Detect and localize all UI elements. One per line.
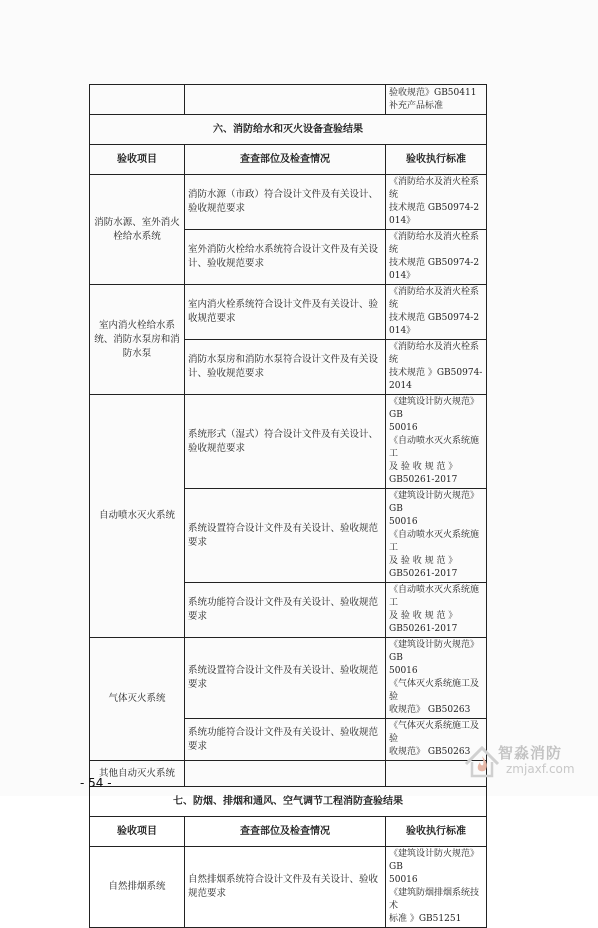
- standard-line: 及 验 收 规 范 》: [389, 556, 458, 566]
- standard-line: 补充产品标准: [389, 100, 444, 111]
- column-header: 查查部位及检查情况: [185, 817, 386, 847]
- standard-cell: [386, 285, 487, 340]
- standard-line: 《气体灭火系统施工及验: [389, 721, 480, 744]
- standard-line: 《消防给水及消火栓系统: [389, 342, 480, 365]
- table-row: [90, 847, 487, 928]
- item-cell: 气体灭火系统: [90, 638, 185, 761]
- table-row: [90, 638, 487, 719]
- item-cell: 自动喷水灭火系统: [90, 395, 185, 638]
- standard-cell: [386, 85, 487, 115]
- flame-house-logo-icon: [462, 742, 502, 782]
- table-row: [90, 285, 487, 340]
- item-cell: 消防水源、室外消火栓给水系统: [90, 175, 185, 285]
- section-title-row: [90, 115, 487, 145]
- check-cell: 系统功能符合设计文件及有关设计、验收规范要求: [185, 719, 386, 761]
- standard-cell: [386, 638, 487, 719]
- standard-line: 50016: [389, 423, 418, 433]
- table-row: [90, 175, 487, 230]
- standard-cell: [386, 175, 487, 230]
- standard-cell: [386, 489, 487, 583]
- standard-line: GB50261-2017: [389, 569, 458, 579]
- check-cell: 消防水泵房和消防水泵符合设计文件及有关设计、验收规范要求: [185, 340, 386, 395]
- standard-line: 《消防给水及消火栓系统: [389, 287, 480, 310]
- standard-line: GB50261-2017: [389, 475, 458, 485]
- check-cell: 系统设置符合设计文件及有关设计、验收规范要求: [185, 489, 386, 583]
- standard-cell: [386, 583, 487, 638]
- check-cell: 系统形式（湿式）符合设计文件及有关设计、验收规范要求: [185, 395, 386, 489]
- header-row: [90, 145, 487, 175]
- standard-line: 50016: [389, 666, 418, 676]
- standard-line: 《自动喷水灭火系统施工: [389, 436, 480, 459]
- standard-cell: [386, 230, 487, 285]
- watermark-url: zmjaxf.com: [506, 762, 575, 776]
- table-row: [90, 85, 487, 115]
- header-row: [90, 817, 487, 847]
- check-cell: [185, 85, 386, 115]
- check-cell: [185, 761, 386, 787]
- item-cell: 自然排烟系统: [90, 847, 185, 928]
- acceptance-table: [89, 84, 487, 928]
- standard-line: 50016: [389, 875, 418, 885]
- standard-line: 技术规范 GB50974-2014》: [389, 313, 480, 336]
- table-row: [90, 761, 487, 787]
- standard-cell: [386, 395, 487, 489]
- standard-line: 技术规范 GB50974-2014》: [389, 203, 480, 226]
- standard-line: 《自动喷水灭火系统施工: [389, 530, 480, 553]
- standard-line: 《建筑设计防火规范》GB: [389, 849, 480, 872]
- section-title-row: [90, 787, 487, 817]
- standard-line: 《建筑设计防火规范》GB: [389, 640, 480, 663]
- section-title: 六、消防给水和灭火设备查验结果: [90, 115, 487, 145]
- standard-line: 及 验 收 规 范 》: [389, 611, 458, 621]
- item-cell: 室内消火栓给水系统、消防水泵房和消防水泵: [90, 285, 185, 395]
- watermark-name: 智淼消防: [498, 744, 563, 762]
- check-cell: 系统功能符合设计文件及有关设计、验收规范要求: [185, 583, 386, 638]
- standard-line: 《消防给水及消火栓系统: [389, 177, 480, 200]
- standard-line: 50016: [389, 517, 418, 527]
- check-cell: 室外消防火栓给水系统符合设计文件及有关设计、验收规范要求: [185, 230, 386, 285]
- standard-line: 验收规范》GB50411: [389, 87, 477, 98]
- standard-line: 技术规范 》GB50974-2014: [389, 368, 483, 391]
- check-cell: 室内消火栓系统符合设计文件及有关设计、验收规范要求: [185, 285, 386, 340]
- item-cell: [90, 85, 185, 115]
- standard-line: GB50261-2017: [389, 624, 458, 634]
- column-header: 查查部位及检查情况: [185, 145, 386, 175]
- watermark: [462, 742, 590, 782]
- table-row: [90, 395, 487, 489]
- column-header: 验收项目: [90, 817, 185, 847]
- standard-line: 《建筑设计防火规范》GB: [389, 397, 480, 420]
- standard-cell: [386, 847, 487, 928]
- section-title: 七、防烟、排烟和通风、空气调节工程消防查验结果: [90, 787, 487, 817]
- standard-line: 《建筑设计防火规范》GB: [389, 491, 480, 514]
- standard-cell: [386, 340, 487, 395]
- check-cell: 自然排烟系统符合设计文件及有关设计、验收规范要求: [185, 847, 386, 928]
- standard-line: 收规范》 GB50263: [389, 747, 471, 757]
- check-cell: 消防水源（市政）符合设计文件及有关设计、验收规范要求: [185, 175, 386, 230]
- column-header: 验收执行标准: [386, 817, 487, 847]
- check-cell: 系统设置符合设计文件及有关设计、验收规范要求: [185, 638, 386, 719]
- standard-line: 收规范》 GB50263: [389, 705, 471, 715]
- standard-line: 技术规范 GB50974-2014》: [389, 258, 480, 281]
- column-header: 验收项目: [90, 145, 185, 175]
- standard-line: 《消防给水及消火栓系统: [389, 232, 480, 255]
- column-header: 验收执行标准: [386, 145, 487, 175]
- standard-line: 《气体灭火系统施工及验: [389, 679, 480, 702]
- item-cell: 其他自动灭火系统: [90, 761, 185, 787]
- standard-line: 及 验 收 规 范 》: [389, 462, 458, 472]
- standard-line: 标准 》GB51251: [389, 914, 462, 924]
- standard-line: 《自动喷水灭火系统施工: [389, 585, 480, 608]
- page-number: - 54 -: [80, 776, 112, 790]
- standard-line: 《建筑防烟排烟系统技术: [389, 888, 480, 911]
